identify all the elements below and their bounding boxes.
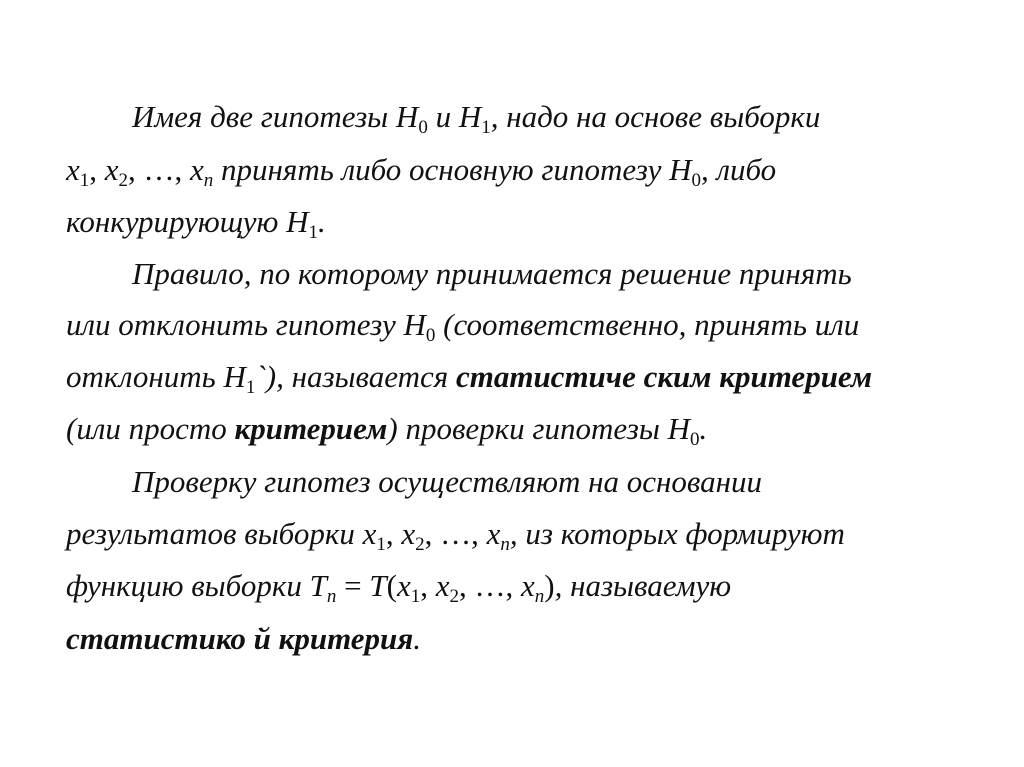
text-segment: . — [413, 621, 421, 656]
math-h0: H — [669, 152, 692, 187]
subscript: 0 — [691, 170, 701, 191]
comma: , — [128, 152, 144, 187]
subscript: 2 — [118, 170, 129, 191]
subscript: 1 — [245, 377, 256, 398]
text-segment: Имея две гипотезы — [132, 99, 396, 134]
math-t: T — [309, 568, 327, 603]
subscript: n — [326, 586, 337, 607]
math-t: T — [369, 568, 387, 603]
comma: , — [174, 152, 191, 187]
subscript: 1 — [308, 222, 319, 243]
math-x2: x — [435, 568, 450, 603]
text-segment: принять либо основную гипотезу — [213, 152, 670, 187]
subscript: 1 — [481, 117, 491, 138]
comma: , — [505, 568, 521, 603]
math-x1: x — [66, 152, 80, 187]
text-segment: отклонить — [66, 359, 224, 394]
subscript: 0 — [690, 429, 700, 450]
text-line-10 — [66, 568, 732, 607]
math-h0: H — [395, 99, 419, 134]
math-xn: x — [486, 516, 501, 551]
text-line-3 — [66, 204, 326, 243]
text-segment: . — [699, 411, 708, 446]
text-segment: `), называется — [255, 359, 456, 394]
comma: , — [89, 152, 105, 187]
text-segment: Правило, по которому принимается решение принять — [132, 256, 852, 291]
subscript: n — [500, 534, 510, 555]
math-xn: x — [520, 568, 535, 603]
text-segment: , из которых формируют — [509, 516, 845, 551]
text-line-5 — [66, 307, 860, 346]
subscript: 0 — [425, 325, 436, 346]
text-segment: (или просто — [66, 411, 235, 446]
subscript: 1 — [376, 534, 386, 555]
text-segment: результатов выборки — [66, 516, 363, 551]
math-x1: x — [362, 516, 377, 551]
subscript: 1 — [410, 586, 421, 607]
subscript: 2 — [449, 586, 459, 607]
math-x2: x — [104, 152, 119, 187]
text-segment: конкурирующую — [66, 204, 287, 239]
ellipsis: … — [143, 152, 175, 187]
text-line-6 — [66, 359, 873, 398]
bold-term: статистико й критерия — [66, 621, 414, 656]
text-line-11 — [66, 623, 421, 654]
ellipsis: … — [474, 568, 506, 603]
comma: , — [385, 516, 402, 551]
text-line-7 — [66, 411, 708, 450]
text-segment: функцию выборки — [66, 568, 310, 603]
text-segment: Проверку гипотез осуществляют на основании — [132, 464, 763, 499]
text-segment: и — [427, 99, 459, 134]
text-segment: или отклонить гипотезу — [66, 307, 404, 342]
subscript: n — [534, 586, 545, 607]
text-line-9 — [66, 516, 845, 555]
text-segment: . — [318, 204, 326, 239]
subscript: 1 — [79, 170, 90, 191]
bold-term: статистиче ским критерием — [455, 359, 873, 394]
paren: ) — [544, 568, 555, 603]
comma: , — [424, 516, 441, 551]
text-line-1 — [132, 99, 821, 138]
comma: , — [420, 568, 436, 603]
comma: , — [458, 568, 475, 603]
math-h1: H — [286, 204, 309, 239]
subscript: 0 — [418, 117, 428, 138]
text-segment: , либо — [700, 152, 777, 187]
ellipsis: … — [440, 516, 472, 551]
math-h0: H — [667, 411, 690, 446]
text-segment: ) проверки гипотезы — [387, 411, 668, 446]
subscript: n — [203, 170, 214, 191]
math-h1: H — [223, 359, 246, 394]
text-line-8 — [132, 466, 762, 497]
math-x1: x — [396, 568, 411, 603]
text-segment: (соответственно, принять или — [435, 307, 860, 342]
text-segment: , называемую — [554, 568, 732, 603]
equals-sign: = — [336, 568, 370, 603]
text-segment: , надо на основе выборки — [490, 99, 821, 134]
text-line-4 — [132, 258, 852, 289]
math-x2: x — [401, 516, 416, 551]
text-line-2 — [66, 152, 777, 191]
paren: ( — [386, 568, 397, 603]
math-h0: H — [403, 307, 426, 342]
comma: , — [471, 516, 487, 551]
math-xn: x — [190, 152, 204, 187]
bold-term: критерием — [234, 411, 388, 446]
math-h1: H — [458, 99, 482, 134]
subscript: 2 — [415, 534, 425, 555]
